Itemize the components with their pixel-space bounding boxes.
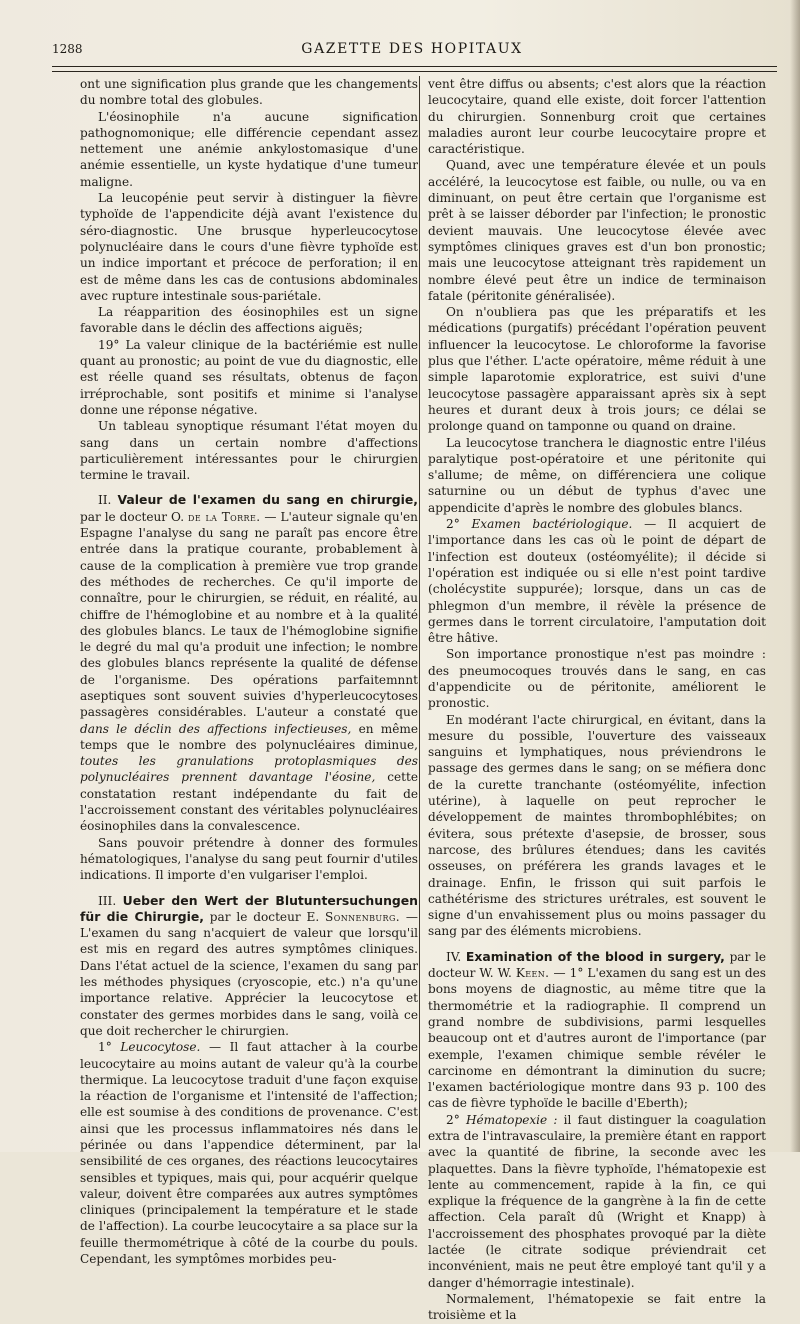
- column-divider: [419, 76, 420, 1148]
- item-text: il faut distinguer la coagulation extra de l'intravasculaire, la première étant en rapport avec la quantité de fibrine, la seconde avec les plaquettes. Dans la fièvre typhoïde, l'hématopexie est lente au commencement, rapide à la fin, ce qui explique la fréquence de la gangrène à la fin de cette affection. Cela paraît dû (Wright et Knapp) à l'accroissement des phosphates provoqué par la diète lactée (le citrate sodique préviendrait cet inconvénient, mais ne peut être employé tant qu'il y a danger d'hémorragie intestinale).: [428, 1112, 766, 1290]
- section-ii: [80, 492, 418, 834]
- section-byline: par le docteur E.: [209, 909, 320, 924]
- section-number: III.: [98, 893, 117, 908]
- paragraph: vent être diffus ou absents; c'est alors que la réaction leucocytaire, quand elle existe, doit forcer l'attention du chirurgien. Sonnenburg croit que certaines maladies auront leur courbe leucocytaire propre et caractéristique.: [428, 77, 766, 157]
- right-column: [428, 76, 766, 1324]
- paragraph: 19° La valeur clinique de la bactériémie est nulle quant au pronostic; au point de vue du diagnostic, elle est réelle quand ses résultats, obtenus de façon irréprochable, sont positifs et minime si l'analyse donne une réponse négative.: [80, 337, 418, 417]
- running-title: GAZETTE DES HOPITAUX: [301, 41, 523, 57]
- header-rule: [52, 66, 777, 72]
- section-number: II.: [98, 493, 112, 508]
- paragraph: Son importance pronostique n'est pas moindre : des pneumocoques trouvés dans le sang, en cas d'appendicite ou de péritonite, améliorent le pronostic.: [428, 647, 766, 711]
- item-number: 2°: [446, 1112, 460, 1127]
- section-text: en même temps que le nombre des polynucléaires diminue,: [80, 721, 418, 752]
- paragraph: La réapparition des éosinophiles est un signe favorable dans le déclin des affections aiguës;: [80, 305, 418, 336]
- item-label: Leucocytose.: [120, 1040, 201, 1055]
- italic-phrase: dans le déclin des affections infectieuses,: [80, 721, 352, 736]
- item-text: — Il acquiert de l'importance dans les cas où le point de départ de l'infection est douteux (ostéomyélite); il décide si l'opération est indiquée ou si elle n'est point tardive (cholécystite suppurée); lorsque, dans un cas de phlegmon d'un membre, il révèle la présence de germes dans le torrent circulatoire, l'amputation doit être hâtive.: [428, 517, 766, 646]
- numbered-item: [80, 1039, 418, 1267]
- page-edge-shadow: [790, 0, 800, 1152]
- section-text: — L'examen du sang n'acquiert de valeur que lorsqu'il est mis en regard des autres symptômes cliniques. Dans l'état actuel de la science, l'examen du sang par les méthodes physiques (cryoscopie, etc.) n'a qu'une importance relative. Apprécier la leucocytose et constater des germes morbides dans le sang, voilà ce que doit rechercher le chirurgien.: [80, 909, 418, 1038]
- paragraph: Normalement, l'hématopexie se fait entre la troisième et la: [428, 1291, 766, 1323]
- section-title: Valeur de l'examen du sang en chirurgie,: [117, 492, 418, 508]
- section-number: IV.: [446, 949, 462, 964]
- paragraph: En modérant l'acte chirurgical, en évitant, dans la mesure du possible, l'ouverture des vaisseaux sanguins et lymphatiques, nous préviendrons le passage des germes dans le sang; on se méfiera donc de la curette tranchante (ostéomyélite, infection utérine), à laquelle on peut reprocher le développement de maintes thrombophlébites; on évitera, sous prétexte d'asepsie, de brosser, sous narcose, des brûlures étendues; dans les cavités osseuses, on préférera les grands lavages et le drainage. Enfin, le frisson qui suit parfois le cathétérisme des strictures urétrales, est souvent le signe d'un envahissement plus ou moins passager du sang par des éléments microbiens.: [428, 712, 766, 939]
- section-text: — L'auteur signale qu'en Espagne l'analyse du sang ne paraît pas encore être entrée dans la pratique courante, probablement à cause de la complication à première vue trop grande des méthodes de recherches. Ce qu'il importe de connaître, pour le chirurgien, se réduit, en réalité, au chiffre de l'hémoglobine et au nombre et à la qualité des globules blancs. Le taux de l'hémoglobine signifie le degré du mal qu'a produit une infection; le nombre des globules blancs représente la qualité de défense de l'organisme. Des opérations parfaitemnnt aseptiques sont souvent suivies d'hyperleucocytoses passagères considérables. L'auteur a constaté que: [80, 509, 418, 720]
- numbered-item: [428, 516, 766, 646]
- paragraph: La leucopénie peut servir à distinguer la fièvre typhoïde de l'appendicite déjà avant l'existence du séro-diagnostic. Une brusque hyperleucocytose polynucléaire dans le cours d'une fièvre typhoïde est un indice important et précoce de perforation; il en est de même dans les cas de contusions abdominales avec rupture intestinale sous-pariétale.: [80, 191, 418, 303]
- paragraph: L'éosinophile n'a aucune signification pathognomonique; elle différencie cependant assez nettement une anémie ankylostomasique d'une anémie essentielle, un kyste hydatique d'une tumeur maligne.: [80, 109, 418, 189]
- left-column: [80, 76, 418, 1267]
- numbered-item: [428, 1112, 766, 1291]
- section-title: Examination of the blood in surgery,: [465, 948, 725, 964]
- section-iv: [428, 949, 766, 1112]
- section-byline: par le docteur O.: [80, 509, 185, 524]
- paragraph: Sans pouvoir prétendre à donner des formules hématologiques, l'analyse du sang peut fournir d'utiles indications. Il importe d'en vulgariser l'emploi.: [80, 835, 418, 883]
- paragraph: Un tableau synoptique résumant l'état moyen du sang dans un certain nombre d'affections particulièrement intéressantes pour le chirurgien termine le travail.: [80, 419, 418, 483]
- section-author: de la Torre.: [188, 509, 261, 524]
- item-number: 1°: [98, 1040, 112, 1055]
- item-label: Hématopexie :: [465, 1112, 558, 1127]
- paragraph: On n'oubliera pas que les préparatifs et les médications (purgatifs) précédant l'opération peuvent influencer la leucocytose. Le chloroforme la favorise plus que l'éther. L'acte opératoire, même réduit à une simple laparotomie exploratrice, est suivi d'une leucocytose passagère apparaissant après six à sept heures et durant deux à trois jours; ce délai se prolonge quand on tamponne ou quand on draine.: [428, 305, 766, 434]
- page-number: 1288: [52, 42, 83, 56]
- section-text: cette constatation restant indépendante du fait de l'accroissement constant des véritables polynucléaires éosinophiles dans la convalescence.: [80, 770, 418, 834]
- section-byline: par le docteur W. W.: [428, 949, 766, 981]
- item-label: Examen bactériologique.: [471, 517, 633, 532]
- section-author: Keen.: [515, 966, 550, 981]
- section-iii: [80, 893, 418, 1040]
- paragraph: La leucocytose tranchera le diagnostic entre l'iléus paralytique post-opératoire et une péritonite qui s'allume; de même, on différenciera une colique saturnine ou un début de typhus d'avec une appendicite d'après le nombre des globules blancs.: [428, 435, 766, 515]
- section-text: — 1° L'examen du sang est un des bons moyens de diagnostic, au même titre que la thermométrie et la radiographie. Il comprend un grand nombre de subdivisions, parmi lesquelles beaucoup ont et d'autres auront de l'importance (par exemple, l'examen chimique semble révéler le carcinome en démontrant la diminution du sucre; l'examen bactériologique montre dans 93 p. 100 des cas de fièvre typhoïde le bacille d'Eberth);: [428, 966, 766, 1111]
- paragraph: Quand, avec une température élevée et un pouls accéléré, la leucocytose est faible, ou nulle, ou va en diminuant, on peut être certain que l'organisme est prêt à se laisser déborder par l'infection; le pronostic devient mauvais. Une leucocytose élevée avec symptômes cliniques graves est d'un bon pronostic; mais une leucocytose atteignant très rapidement un nombre élevé peut être un indice de terminaison fatale (péritonite généralisée).: [428, 158, 766, 303]
- section-author: Sonnenburg.: [325, 909, 401, 924]
- page-header: [52, 38, 772, 64]
- item-text: — Il faut attacher à la courbe leucocytaire au moins autant de valeur qu'à la courbe thermique. La leucocytose traduit d'une façon exquise la réaction de l'organisme et l'intensité de l'affection; elle est soumise à des conditions de provenance. C'est ainsi que les processus inflammatoires nés dans le périnée ou dans l'appendice déterminent, par la sensibilité de ces organes, des réactions leucocytaires sensibles et typiques, mais qui, pour acquérir quelque valeur, doivent être comparées aux autres symptômes cliniques (principalement la température et le stade de l'affection). La courbe leucocytaire a sa place sur la feuille thermométrique à côté de la courbe du pouls. Cependant, les symptômes morbides peu-: [80, 1040, 418, 1267]
- section-title: Ueber den Wert der Blutuntersuchungen für die Chirurgie,: [80, 892, 418, 924]
- item-number: 2°: [446, 517, 460, 532]
- italic-phrase: toutes les granulations protoplasmiques des polynucléaires prennent davantage l'éosine,: [80, 754, 418, 785]
- paragraph: ont une signification plus grande que les changements du nombre total des globules.: [80, 77, 418, 108]
